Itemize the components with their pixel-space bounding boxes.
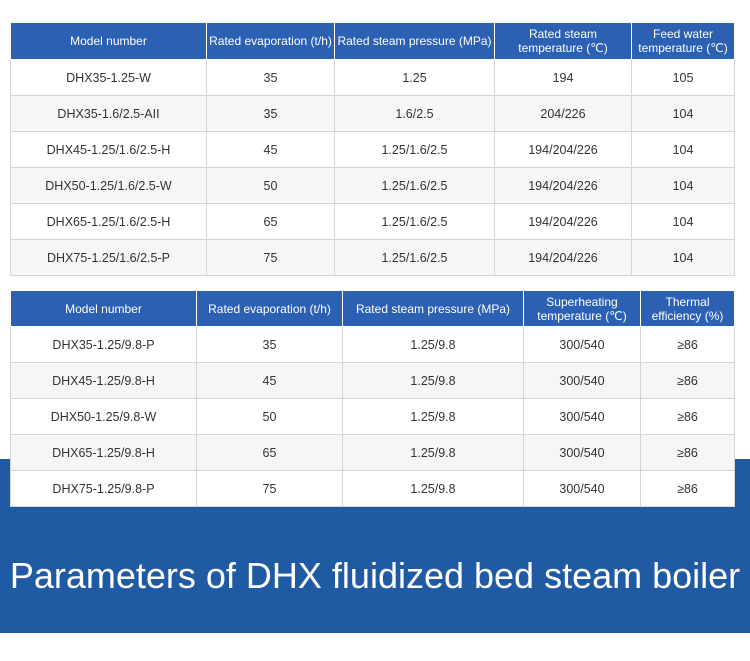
header-rated-evaporation: Rated evaporation (t/h) xyxy=(207,23,335,60)
cell-steam-temperature: 194/204/226 xyxy=(495,204,632,240)
cell-evaporation: 35 xyxy=(197,327,343,363)
header-rated-steam-pressure: Rated steam pressure (MPa) xyxy=(335,23,495,60)
cell-pressure: 1.25/9.8 xyxy=(343,399,524,435)
cell-model: DHX50-1.25/9.8-W xyxy=(11,399,197,435)
cell-superheating-temperature: 300/540 xyxy=(524,327,641,363)
header-rated-evaporation: Rated evaporation (t/h) xyxy=(197,291,343,327)
table-row xyxy=(11,204,735,240)
header-model-number: Model number xyxy=(11,291,197,327)
cell-model: DHX75-1.25/1.6/2.5-P xyxy=(11,240,207,276)
cell-model: DHX50-1.25/1.6/2.5-W xyxy=(11,168,207,204)
cell-evaporation: 50 xyxy=(207,168,335,204)
cell-evaporation: 35 xyxy=(207,60,335,96)
cell-evaporation: 45 xyxy=(197,363,343,399)
cell-model: DHX45-1.25/1.6/2.5-H xyxy=(11,132,207,168)
table-row xyxy=(11,240,735,276)
table-row xyxy=(11,132,735,168)
cell-model: DHX65-1.25/9.8-H xyxy=(11,435,197,471)
cell-feed-water-temperature: 104 xyxy=(632,168,735,204)
cell-model: DHX65-1.25/1.6/2.5-H xyxy=(11,204,207,240)
page-caption: Parameters of DHX fluidized bed steam boiler xyxy=(9,555,741,596)
cell-pressure: 1.25/9.8 xyxy=(343,471,524,507)
header-model-number: Model number xyxy=(11,23,207,60)
table-row xyxy=(11,471,735,507)
cell-steam-temperature: 194 xyxy=(495,60,632,96)
spec-table-superheated xyxy=(10,290,735,507)
table-row xyxy=(11,60,735,96)
cell-evaporation: 75 xyxy=(207,240,335,276)
table-header-row xyxy=(11,23,735,60)
cell-steam-temperature: 194/204/226 xyxy=(495,240,632,276)
cell-evaporation: 65 xyxy=(197,435,343,471)
cell-thermal-efficiency: ≥86 xyxy=(641,435,735,471)
table-header-row xyxy=(11,291,735,327)
cell-steam-temperature: 204/226 xyxy=(495,96,632,132)
cell-pressure: 1.25/1.6/2.5 xyxy=(335,204,495,240)
cell-thermal-efficiency: ≥86 xyxy=(641,471,735,507)
table-row xyxy=(11,435,735,471)
cell-model: DHX75-1.25/9.8-P xyxy=(11,471,197,507)
cell-evaporation: 65 xyxy=(207,204,335,240)
cell-superheating-temperature: 300/540 xyxy=(524,399,641,435)
header-rated-steam-temperature: Rated steam temperature (℃) xyxy=(495,23,632,60)
cell-superheating-temperature: 300/540 xyxy=(524,471,641,507)
spec-table-saturated xyxy=(10,22,735,276)
cell-superheating-temperature: 300/540 xyxy=(524,363,641,399)
table-row xyxy=(11,399,735,435)
cell-pressure: 1.6/2.5 xyxy=(335,96,495,132)
cell-feed-water-temperature: 104 xyxy=(632,240,735,276)
cell-evaporation: 75 xyxy=(197,471,343,507)
table-row xyxy=(11,363,735,399)
cell-model: DHX35-1.25-W xyxy=(11,60,207,96)
table-row xyxy=(11,327,735,363)
cell-steam-temperature: 194/204/226 xyxy=(495,132,632,168)
header-rated-steam-pressure: Rated steam pressure (MPa) xyxy=(343,291,524,327)
cell-model: DHX35-1.25/9.8-P xyxy=(11,327,197,363)
cell-evaporation: 35 xyxy=(207,96,335,132)
cell-evaporation: 45 xyxy=(207,132,335,168)
cell-pressure: 1.25/9.8 xyxy=(343,327,524,363)
table-row xyxy=(11,168,735,204)
cell-pressure: 1.25/1.6/2.5 xyxy=(335,132,495,168)
cell-pressure: 1.25 xyxy=(335,60,495,96)
header-superheating-temperature: Superheating temperature (℃) xyxy=(524,291,641,327)
header-thermal-efficiency: Thermal efficiency (%) xyxy=(641,291,735,327)
cell-thermal-efficiency: ≥86 xyxy=(641,363,735,399)
cell-evaporation: 50 xyxy=(197,399,343,435)
cell-pressure: 1.25/9.8 xyxy=(343,435,524,471)
cell-feed-water-temperature: 104 xyxy=(632,132,735,168)
cell-model: DHX35-1.6/2.5-AII xyxy=(11,96,207,132)
cell-thermal-efficiency: ≥86 xyxy=(641,399,735,435)
table-row xyxy=(11,96,735,132)
cell-model: DHX45-1.25/9.8-H xyxy=(11,363,197,399)
cell-thermal-efficiency: ≥86 xyxy=(641,327,735,363)
cell-feed-water-temperature: 105 xyxy=(632,60,735,96)
cell-pressure: 1.25/1.6/2.5 xyxy=(335,240,495,276)
cell-superheating-temperature: 300/540 xyxy=(524,435,641,471)
cell-steam-temperature: 194/204/226 xyxy=(495,168,632,204)
cell-pressure: 1.25/9.8 xyxy=(343,363,524,399)
cell-feed-water-temperature: 104 xyxy=(632,96,735,132)
cell-pressure: 1.25/1.6/2.5 xyxy=(335,168,495,204)
cell-feed-water-temperature: 104 xyxy=(632,204,735,240)
header-feed-water-temperature: Feed water temperature (℃) xyxy=(632,23,735,60)
